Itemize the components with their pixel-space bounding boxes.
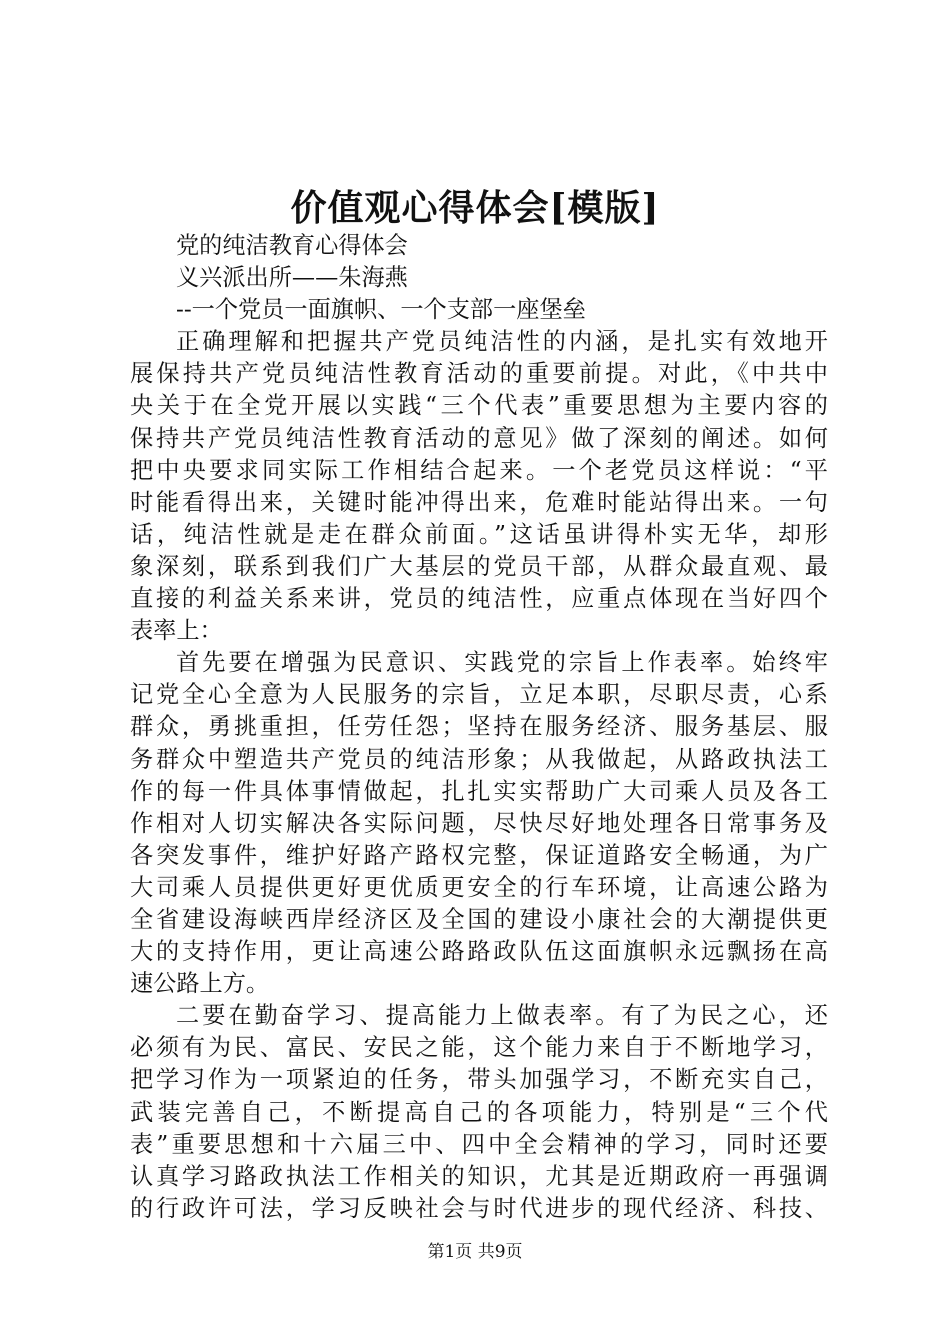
text-line: 首先要在增强为民意识、实践党的宗旨上作表率。始终牢 xyxy=(176,649,828,677)
paragraph xyxy=(130,1000,828,1225)
text-line: 表”重要思想和十六届三中、四中全会精神的学习，同时还要 xyxy=(130,1130,828,1158)
text-line: 武装完善自己，不断提高自己的各项能力，特别是“三个代 xyxy=(130,1098,828,1126)
page-footer: 第1页 共9页 xyxy=(427,1242,523,1262)
text-line: 群众，勇挑重担，任劳任怨；坚持在服务经济、服务基层、服 xyxy=(130,713,828,741)
text-line: 直接的利益关系来讲，党员的纯洁性，应重点体现在当好四个 xyxy=(130,585,828,613)
text-line: 象深刻，联系到我们广大基层的党员干部，从群众最直观、最 xyxy=(130,552,828,580)
text-line: 话，纯洁性就是走在群众前面。”这话虽讲得朴实无华，却形 xyxy=(130,520,828,548)
text-line: 把学习作为一项紧迫的任务，带头加强学习，不断充实自己， xyxy=(130,1066,828,1094)
text-line: 把中央要求同实际工作相结合起来。一个老党员这样说：“平 xyxy=(130,456,828,484)
header-line: 义兴派出所——朱海燕 xyxy=(176,264,408,292)
text-line: 务群众中塑造共产党员的纯洁形象；从我做起，从路政执法工 xyxy=(130,745,828,773)
text-line: 保持共产党员纯洁性教育活动的意见》做了深刻的阐述。如何 xyxy=(130,424,828,452)
text-line: 作相对人切实解决各实际问题，尽快尽好地处理各日常事务及 xyxy=(130,809,828,837)
text-line: 表率上： xyxy=(130,617,223,645)
document-title: 价值观心得体会[模版] xyxy=(290,187,660,229)
text-line: 全省建设海峡西岸经济区及全国的建设小康社会的大潮提供更 xyxy=(130,905,828,933)
text-line: 速公路上方。 xyxy=(130,970,270,998)
text-line: 作的每一件具体事情做起，扎扎实实帮助广大司乘人员及各工 xyxy=(130,777,828,805)
text-line: 正确理解和把握共产党员纯洁性的内涵，是扎实有效地开 xyxy=(176,328,828,356)
text-line: 大的支持作用，更让高速公路路政队伍这面旗帜永远飘扬在高 xyxy=(130,938,828,966)
paragraph xyxy=(130,647,828,1000)
document-body xyxy=(130,230,828,1225)
text-line: 记党全心全意为人民服务的宗旨，立足本职，尽职尽责，心系 xyxy=(130,681,828,709)
text-line: 的行政许可法，学习反映社会与时代进步的现代经济、科技、 xyxy=(130,1194,828,1222)
paragraph xyxy=(130,326,828,647)
text-line: 大司乘人员提供更好更优质更安全的行车环境，让高速公路为 xyxy=(130,873,828,901)
text-line: 央关于在全党开展以实践“三个代表”重要思想为主要内容的 xyxy=(130,392,828,420)
text-line: 时能看得出来，关键时能冲得出来，危难时能站得出来。一句 xyxy=(130,488,828,516)
header-line: 党的纯洁教育心得体会 xyxy=(176,232,408,259)
text-line: 展保持共产党员纯洁性教育活动的重要前提。对此，《中共中 xyxy=(130,360,828,388)
text-line: 二要在勤奋学习、提高能力上做表率。有了为民之心，还 xyxy=(176,1002,828,1030)
header-line: --一个党员一面旗帜、一个支部一座堡垒 xyxy=(176,296,586,324)
text-line: 必须有为民、富民、安民之能，这个能力来自于不断地学习， xyxy=(130,1034,828,1062)
text-line: 各突发事件，维护好路产路权完整，保证道路安全畅通，为广 xyxy=(130,841,828,869)
text-line: 认真学习路政执法工作相关的知识，尤其是近期政府一再强调 xyxy=(130,1162,828,1190)
